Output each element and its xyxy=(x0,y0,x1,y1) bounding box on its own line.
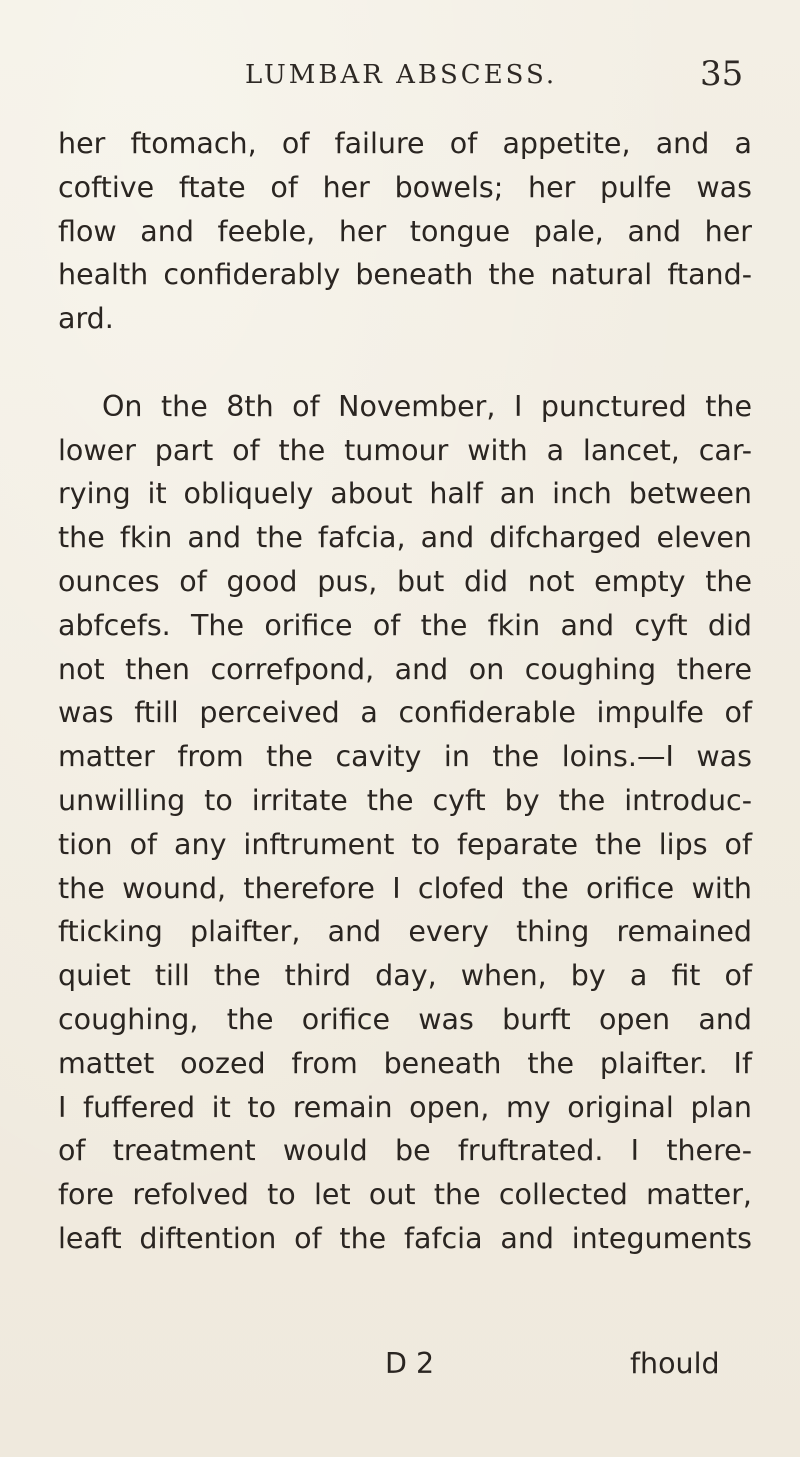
text-line: flow and feeble, her tongue pale, and her xyxy=(58,214,752,248)
running-title: LUMBAR ABSCESS. xyxy=(245,60,558,90)
text-line: ard. xyxy=(58,302,114,336)
text-line: mattet oozed from beneath the plaifter. If xyxy=(58,1046,752,1080)
text-line: quiet till the third day, when, by a fit of xyxy=(58,959,752,993)
text-line: fore refolved to let out the collected matter, xyxy=(58,1178,752,1212)
text-line: I fuffered it to remain open, my original plan xyxy=(58,1090,752,1124)
text-line: health confiderably beneath the natural ftand- xyxy=(58,258,752,292)
text-line: not then correfpond, and on coughing there xyxy=(58,652,752,686)
text-line: the fkin and the fafcia, and difcharged eleven xyxy=(58,521,752,555)
text-line: abfcefs. The orifice of the fkin and cyft did xyxy=(58,608,752,642)
paragraph xyxy=(58,385,752,1261)
text-line: unwilling to irritate the cyft by the introduc- xyxy=(58,783,752,817)
text-line: ounces of good pus, but did not empty the xyxy=(58,564,752,598)
signature-mark: D 2 xyxy=(385,1347,435,1380)
body-text xyxy=(58,122,752,1261)
text-line: her ftomach, of failure of appetite, and a xyxy=(58,127,752,160)
paragraph-gap xyxy=(58,341,752,385)
paragraph xyxy=(58,122,752,341)
text-line: coftive ftate of her bowels; her pulfe was xyxy=(58,170,752,204)
text-line: lower part of the tumour with a lancet, car- xyxy=(58,433,752,467)
catchword: fhould xyxy=(630,1347,720,1380)
text-line: of treatment would be fruftrated. I there- xyxy=(58,1134,752,1168)
text-line: the wound, therefore I clofed the orifice with xyxy=(58,871,752,905)
text-line: coughing, the orifice was burft open and xyxy=(58,1002,752,1036)
text-line: leaft diftention of the fafcia and integuments xyxy=(58,1221,752,1255)
text-line: On the 8th of November, I punctured the xyxy=(102,389,752,423)
page-header xyxy=(0,50,800,100)
page-number: 35 xyxy=(700,54,744,94)
text-line: fticking plaifter, and every thing remained xyxy=(58,915,752,949)
page-footer xyxy=(0,1347,800,1397)
text-line: rying it obliquely about half an inch between xyxy=(58,477,752,511)
text-line: tion of any inftrument to feparate the lips of xyxy=(58,827,752,861)
text-line: matter from the cavity in the loins.—I was xyxy=(58,740,752,774)
text-line: was ftill perceived a confiderable impulfe of xyxy=(58,696,752,730)
